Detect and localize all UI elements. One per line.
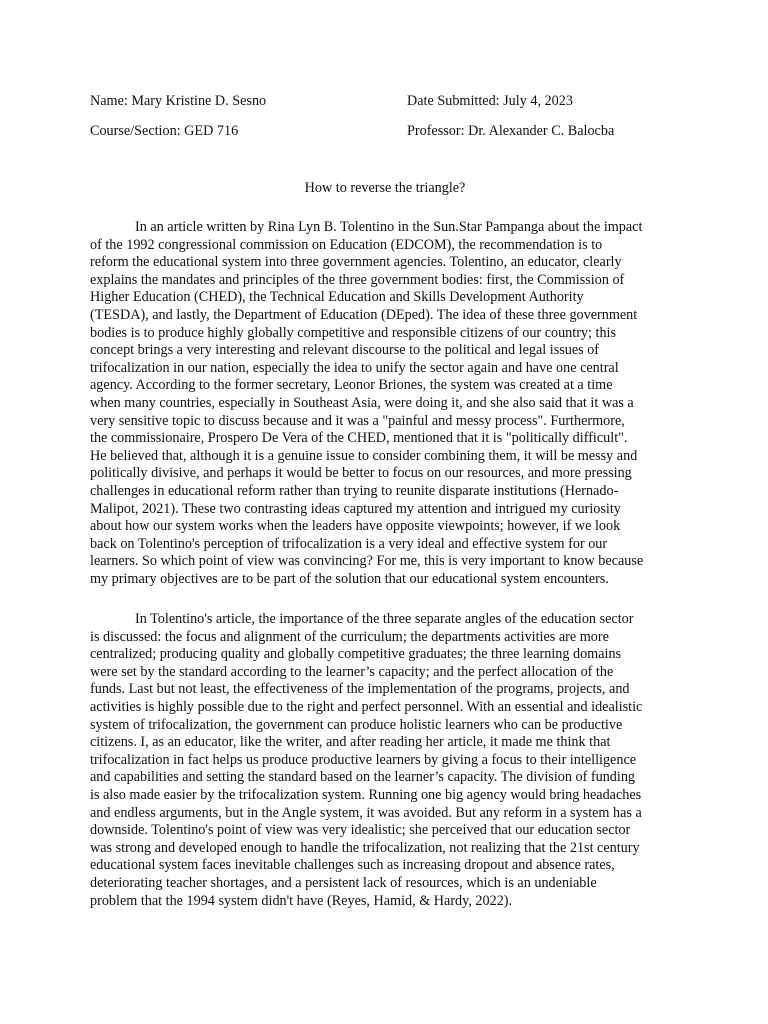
paragraph-2 bbox=[90, 611, 680, 910]
paragraph-line: Higher Education (CHED), the Technical Education and Skills Development Authority bbox=[90, 289, 584, 306]
paragraph-line: trifocalization in our nation, especially the idea to unify the sector again and have one central bbox=[90, 359, 619, 376]
paragraph-line: were set by the standard according to the learner’s capacity; and the perfect allocation of the bbox=[90, 663, 614, 680]
paragraph-line: explains the mandates and principles of the three government bodies: first, the Commission of bbox=[90, 271, 625, 288]
paragraph-line: and endless arguments, but in the Angle system, it was avoided. But any reform in a system has a bbox=[90, 804, 642, 821]
paragraph-line: politically divisive, and perhaps it would be better to focus on our resources, and more pressing bbox=[90, 465, 632, 482]
paragraph-line: bodies is to produce highly globally competitive and responsible citizens of our country; this bbox=[90, 324, 617, 341]
essay-title: How to reverse the triangle? bbox=[304, 180, 466, 196]
paragraph-line: system of trifocalization, the government can produce holistic learners who can be productive bbox=[90, 716, 623, 733]
date-submitted: Date Submitted: July 4, 2023 bbox=[407, 93, 573, 109]
paragraph-line: the commissionaire, Prospero De Vera of the CHED, mentioned that it is "politically difficult". bbox=[90, 430, 628, 447]
paragraph-line: challenges in educational reform rather than trying to reunite disparate institutions (Hernado- bbox=[90, 482, 619, 499]
paragraph-line: educational system faces inevitable challenges such as increasing dropout and absence rates, bbox=[90, 857, 615, 874]
paragraph-line: agency. According to the former secretary, Leonor Briones, the system was created at a time bbox=[90, 377, 613, 394]
paragraph-line: funds. Last but not least, the effectiveness of the implementation of the programs, projects, and bbox=[90, 681, 630, 698]
paragraph-line: learners. So which point of view was convincing? For me, this is very important to know because bbox=[90, 553, 644, 570]
paragraph-line: my primary objectives are to be part of the solution that our educational system encounters. bbox=[90, 570, 609, 587]
paragraph-line: when many countries, especially in Southeast Asia, were doing it, and she also said that it was a bbox=[90, 394, 634, 411]
paragraph-line: is also made easier by the trifocalization system. Running one big agency would bring headaches bbox=[90, 786, 642, 803]
course-section: Course/Section: GED 716 bbox=[90, 123, 239, 139]
paragraph-line: back on Tolentino's perception of trifocalization is a very ideal and effective system for our bbox=[90, 535, 608, 552]
paragraph-line: reform the educational system into three government agencies. Tolentino, an educator, clearly bbox=[90, 254, 622, 271]
paragraph-line: citizens. I, as an educator, like the writer, and after reading her article, it made me think that bbox=[90, 734, 611, 751]
paragraph-line: is discussed: the focus and alignment of the curriculum; the departments activities are more bbox=[90, 628, 609, 645]
paragraph-line: In Tolentino's article, the importance of the three separate angles of the education sector bbox=[135, 611, 634, 627]
paragraph-line: problem that the 1994 system didn't have (Reyes, Hamid, & Hardy, 2022). bbox=[90, 892, 513, 909]
student-name: Name: Mary Kristine D. Sesno bbox=[90, 93, 267, 109]
paragraph-line: deteriorating teacher shortages, and a persistent lack of resources, which is an undeniable bbox=[90, 874, 597, 891]
paragraph-line: In an article written by Rina Lyn B. Tolentino in the Sun.Star Pampanga about the impact bbox=[135, 219, 643, 235]
paragraph-line: very sensitive topic to discuss because and it was a "painful and messy process". Furthermore, bbox=[90, 412, 625, 429]
paragraph-line: (TESDA), and lastly, the Department of Education (DEped). The idea of these three government bbox=[90, 306, 638, 323]
paragraph-line: centralized; producing quality and globally competitive graduates; the three learning domains bbox=[90, 646, 622, 663]
paragraph-line: downside. Tolentino's point of view was very idealistic; she perceived that our education sector bbox=[90, 822, 631, 839]
paragraph-line: concept brings a very interesting and relevant discourse to the political and legal issues of bbox=[90, 342, 600, 359]
paragraph-line: was strong and developed enough to handle the trifocalization, not realizing that the 21st century bbox=[90, 839, 640, 856]
paragraph-line: and capabilities and setting the standard based on the learner’s capacity. The division of funding bbox=[90, 769, 636, 786]
paragraph-line: trifocalization in fact helps us produce productive learners by giving a focus to their intelligence bbox=[90, 751, 637, 768]
paragraph-line: He believed that, although it is a genuine issue to consider combining them, it will be messy and bbox=[90, 447, 638, 464]
paragraph-line: about how our system works when the leaders have opposite viewpoints; however, if we look bbox=[90, 518, 621, 535]
paragraph-line: activities is highly possible due to the right and perfect personnel. With an essential and idealistic bbox=[90, 698, 643, 715]
paragraph-line: of the 1992 congressional commission on Education (EDCOM), the recommendation is to bbox=[90, 236, 603, 253]
professor-name: Professor: Dr. Alexander C. Balocba bbox=[407, 123, 615, 139]
paragraph-1 bbox=[90, 219, 680, 588]
paragraph-line: Malipot, 2021). These two contrasting ideas captured my attention and intrigued my curiosity bbox=[90, 500, 621, 517]
